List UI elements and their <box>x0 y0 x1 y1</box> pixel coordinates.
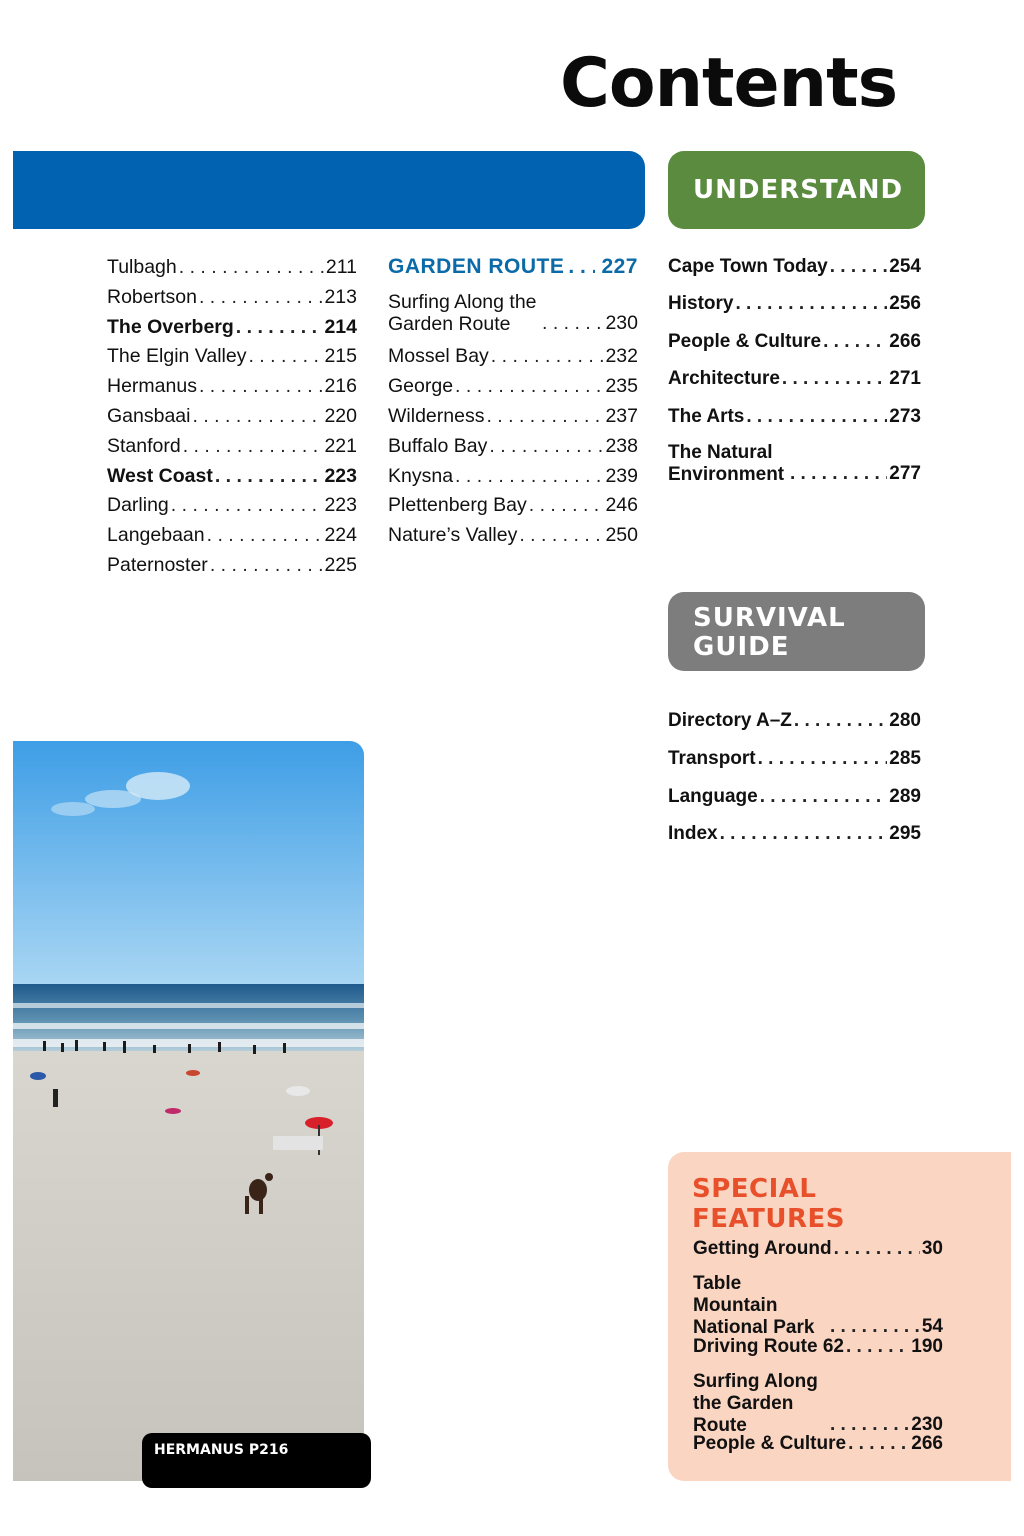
toc-entry[interactable] <box>107 315 357 339</box>
leader-dots <box>248 344 322 368</box>
special-features-title: SPECIAL FEATURES <box>692 1174 845 1234</box>
toc-entry-label: Langebaan <box>107 524 205 546</box>
toc-entry-label: Knysna <box>388 465 454 487</box>
toc-entry-label: Gansbaai <box>107 405 191 427</box>
toc-entry-page: 30 <box>921 1238 943 1259</box>
toc-entry-page: 273 <box>889 406 921 427</box>
toc-entry-label: Wilderness <box>388 405 485 427</box>
survival-guide-label: SURVIVAL GUIDE <box>693 603 846 662</box>
toc-entry-label: Robertson <box>107 286 197 308</box>
special-features-box <box>668 1152 1011 1481</box>
toc-entry-label: Index <box>668 823 718 844</box>
toc-entry-page: 271 <box>889 368 921 389</box>
toc-entry[interactable] <box>668 822 921 846</box>
toc-entry[interactable] <box>107 404 357 428</box>
toc-entry-page: 285 <box>889 748 921 769</box>
toc-entry-page: 220 <box>324 405 357 427</box>
toc-entry-page: 266 <box>889 331 921 352</box>
photo-caption: HERMANUS P216 <box>142 1433 371 1488</box>
leader-dots <box>758 747 888 771</box>
toc-entry-page: 230 <box>911 1414 943 1435</box>
toc-entry-label: People & Culture <box>668 331 822 352</box>
toc-entry-page: 256 <box>889 293 921 314</box>
leader-dots <box>846 1335 909 1359</box>
leader-dots <box>830 255 888 279</box>
toc-entry[interactable] <box>107 374 357 398</box>
toc-entry[interactable] <box>693 1237 943 1261</box>
leader-dots <box>486 404 603 428</box>
toc-entry[interactable] <box>107 523 357 547</box>
toc-entry-label: Transport <box>668 748 756 769</box>
leader-dots <box>207 523 323 547</box>
toc-entry[interactable] <box>668 709 921 733</box>
toc-entry-page: 215 <box>324 345 357 367</box>
leader-dots <box>782 367 887 391</box>
toc-entry[interactable] <box>668 255 921 279</box>
toc-entry-label: Table Mountain National Park <box>693 1273 815 1338</box>
toc-entry-page: 211 <box>325 256 357 278</box>
toc-entry[interactable] <box>107 434 357 458</box>
leader-dots <box>455 464 603 488</box>
leader-dots <box>183 434 323 458</box>
toc-entry-label: The Elgin Valley <box>107 345 247 367</box>
toc-entry-label: Directory A–Z <box>668 710 792 731</box>
toc-entry[interactable] <box>107 493 357 517</box>
toc-entry-page: 238 <box>605 435 638 457</box>
toc-entry-page: 225 <box>324 554 357 576</box>
toc-entry-page: 232 <box>605 345 638 367</box>
toc-entry[interactable] <box>668 292 921 316</box>
toc-entry-page: 266 <box>911 1433 943 1454</box>
toc-entry-label: Nature’s Valley <box>388 524 518 546</box>
toc-entry-label: The Overberg <box>107 316 234 338</box>
understand-tab: UNDERSTAND <box>668 151 925 229</box>
toc-entry-label: Cape Town Today <box>668 256 828 277</box>
toc-entry[interactable] <box>388 374 638 398</box>
toc-entry-label: George <box>388 375 454 397</box>
toc-entry-label: History <box>668 293 734 314</box>
toc-entry-label: Getting Around <box>693 1238 832 1259</box>
toc-entry-label: Buffalo Bay <box>388 435 488 457</box>
leader-dots <box>192 404 322 428</box>
toc-entry[interactable] <box>693 1371 943 1437</box>
leader-dots <box>542 311 603 335</box>
toc-entry-page: 277 <box>889 463 921 484</box>
toc-entry-label: Driving Route 62 <box>693 1336 844 1357</box>
toc-entry-page: 280 <box>889 710 921 731</box>
toc-entry-page: 190 <box>911 1336 943 1357</box>
toc-entry-label: Surfing Along the Garden Route <box>693 1371 818 1436</box>
toc-entry-label: Plettenberg Bay <box>388 494 527 516</box>
toc-entry-page: 289 <box>889 786 921 807</box>
garden-route-heading[interactable] <box>388 255 638 279</box>
toc-entry-label: Stanford <box>107 435 181 457</box>
toc-entry[interactable] <box>668 785 921 809</box>
leader-dots <box>790 462 887 486</box>
toc-entry[interactable] <box>107 344 357 368</box>
toc-entry-label: People & Culture <box>693 1433 847 1454</box>
leader-dots <box>491 344 604 368</box>
toc-entry-page: 295 <box>889 823 921 844</box>
toc-entry-page: 223 <box>324 494 357 516</box>
leader-dots <box>794 709 887 733</box>
toc-entry[interactable] <box>388 523 638 547</box>
leader-dots <box>455 374 603 398</box>
leader-dots <box>529 493 604 517</box>
toc-entry-page: 237 <box>605 405 638 427</box>
toc-entry[interactable] <box>668 330 921 354</box>
toc-entry[interactable] <box>668 442 921 486</box>
toc-entry-page: 214 <box>324 316 357 338</box>
toc-entry-label: Paternoster <box>107 554 208 576</box>
garden-route-label: GARDEN ROUTE <box>388 255 565 278</box>
toc-entry[interactable] <box>107 464 357 488</box>
leader-dots <box>746 405 887 429</box>
toc-entry-page: 223 <box>324 465 357 487</box>
page-title: Contents <box>560 44 898 123</box>
leader-dots <box>760 785 888 809</box>
toc-entry[interactable] <box>388 493 638 517</box>
leader-dots <box>199 374 323 398</box>
toc-entry-label: Darling <box>107 494 169 516</box>
toc-entry-page: 239 <box>605 465 638 487</box>
leader-dots <box>823 330 887 354</box>
toc-entry-label: Mossel Bay <box>388 345 489 367</box>
leader-dots <box>210 553 323 577</box>
toc-entry-page: 213 <box>324 286 357 308</box>
toc-entry[interactable] <box>107 553 357 577</box>
leader-dots <box>568 255 595 279</box>
toc-entry[interactable] <box>388 464 638 488</box>
toc-entry[interactable] <box>388 344 638 368</box>
toc-entry[interactable] <box>668 367 921 391</box>
leader-dots <box>236 315 323 339</box>
toc-entry[interactable] <box>107 285 357 309</box>
garden-route-page: 227 <box>601 255 638 278</box>
toc-entry[interactable] <box>668 747 921 771</box>
toc-entry-label: Tulbagh <box>107 256 177 278</box>
toc-entry-label: The Natural Environment <box>668 442 785 485</box>
toc-entry-label: Hermanus <box>107 375 197 397</box>
toc-entry[interactable] <box>693 1335 943 1359</box>
toc-entry-label: West Coast <box>107 465 213 487</box>
toc-entry[interactable] <box>668 405 921 429</box>
leader-dots <box>199 285 322 309</box>
toc-entry-label: The Arts <box>668 406 745 427</box>
toc-entry[interactable] <box>693 1273 943 1339</box>
toc-entry[interactable] <box>388 404 638 428</box>
toc-entry-page: 235 <box>605 375 638 397</box>
hermanus-beach-photo <box>13 741 364 1481</box>
leader-dots <box>848 1432 909 1456</box>
leader-dots <box>834 1237 920 1261</box>
survival-guide-tab <box>668 592 925 671</box>
section-color-bar <box>13 151 645 229</box>
toc-entry-page: 54 <box>921 1316 943 1337</box>
toc-entry-page: 246 <box>605 494 638 516</box>
toc-entry[interactable] <box>107 255 357 279</box>
toc-entry-label: Architecture <box>668 368 780 389</box>
leader-dots <box>519 523 603 547</box>
toc-entry-label: Language <box>668 786 758 807</box>
toc-entry[interactable] <box>693 1432 943 1456</box>
leader-dots <box>171 493 323 517</box>
leader-dots <box>489 434 603 458</box>
toc-entry-label: Surfing Along the Garden Route <box>388 291 537 335</box>
toc-entry-page: 254 <box>889 256 921 277</box>
toc-entry[interactable] <box>388 291 638 335</box>
leader-dots <box>179 255 324 279</box>
leader-dots <box>720 822 888 846</box>
toc-entry-page: 216 <box>324 375 357 397</box>
leader-dots <box>215 464 323 488</box>
toc-entry[interactable] <box>388 434 638 458</box>
toc-entry-page: 221 <box>324 435 357 457</box>
toc-entry-page: 250 <box>605 524 638 546</box>
leader-dots <box>735 292 887 316</box>
toc-entry-page: 224 <box>324 524 357 546</box>
toc-entry-page: 230 <box>605 312 638 334</box>
